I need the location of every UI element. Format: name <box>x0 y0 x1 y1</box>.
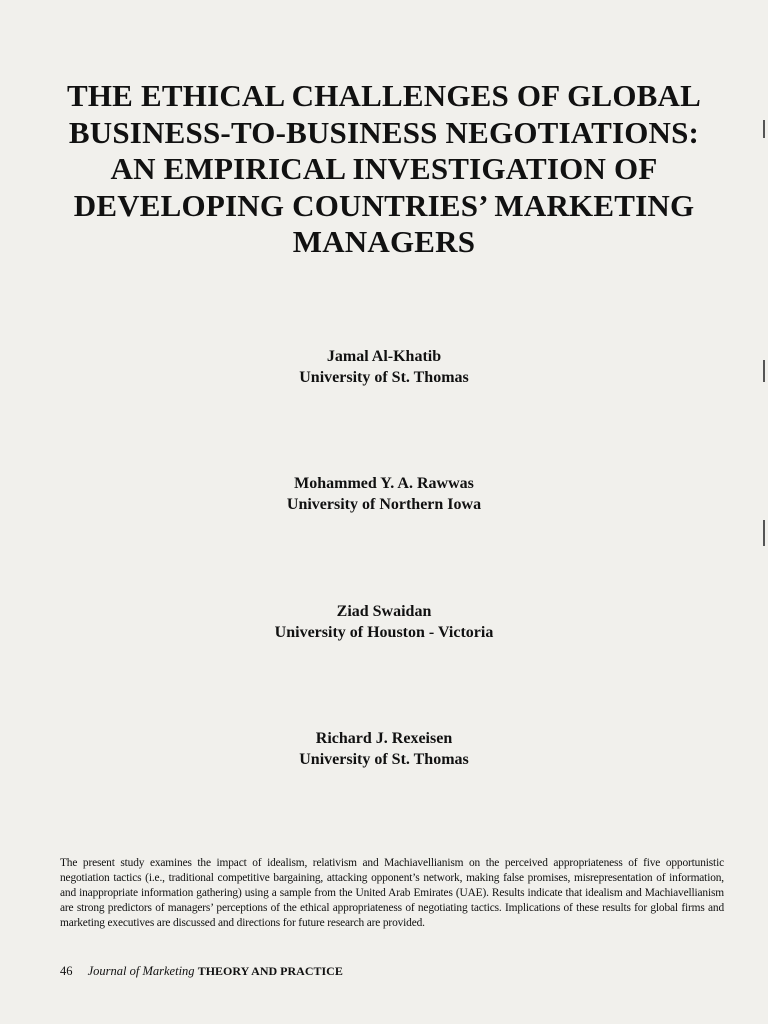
title-line-2: BUSINESS-TO-BUSINESS NEGOTIATIONS: <box>68 114 700 150</box>
author-name: Jamal Al-Khatib <box>326 348 442 365</box>
author-affiliation: University of Northern Iowa <box>286 496 482 513</box>
author-block-4 <box>100 728 668 770</box>
title-line-1: THE ETHICAL CHALLENGES OF GLOBAL <box>66 78 701 113</box>
author-name: Richard J. Rexeisen <box>315 730 453 747</box>
journal-subtitle: THEORY AND PRACTICE <box>197 964 343 978</box>
author-block-1 <box>100 346 668 388</box>
author-block-3 <box>100 601 668 643</box>
author-name: Mohammed Y. A. Rawwas <box>294 475 474 492</box>
title-line-5: MANAGERS <box>292 224 476 259</box>
author-affiliation: University of St. Thomas <box>299 369 469 386</box>
author-block-2 <box>100 473 668 515</box>
scan-edge-mark <box>763 360 765 382</box>
author-affiliation: University of St. Thomas <box>299 751 469 768</box>
title-line-3: AN EMPIRICAL INVESTIGATION OF <box>110 151 658 186</box>
page-footer <box>60 964 343 979</box>
paper-title <box>40 78 728 261</box>
author-name: Ziad Swaidan <box>336 603 432 620</box>
title-line-4: DEVELOPING COUNTRIES’ MARKETING <box>73 187 695 223</box>
abstract: The present study examines the impact of idealism, relativism and Machiavellianism on the perceived appropriateness of five opportunistic negotiation tactics (i.e., traditional competitive bargaining, attacking opponent’s network, making false promises, misrepresentation of information, and inappropriate information gathering) using a sample from the United Arab Emirates (UAE). Results indicate that idealism and Machiavellianism are strong predictors of managers’ perceptions of the ethical appropriateness of negotiating tactics. Implications of these results for global firms and marketing executives are discussed and directions for future research are provided. <box>60 857 724 929</box>
scan-edge-mark <box>763 520 765 546</box>
scan-edge-mark <box>763 120 765 138</box>
journal-name: Journal of Marketing <box>87 964 195 978</box>
page-number: 46 <box>60 964 73 978</box>
author-affiliation: University of Houston - Victoria <box>274 624 494 641</box>
